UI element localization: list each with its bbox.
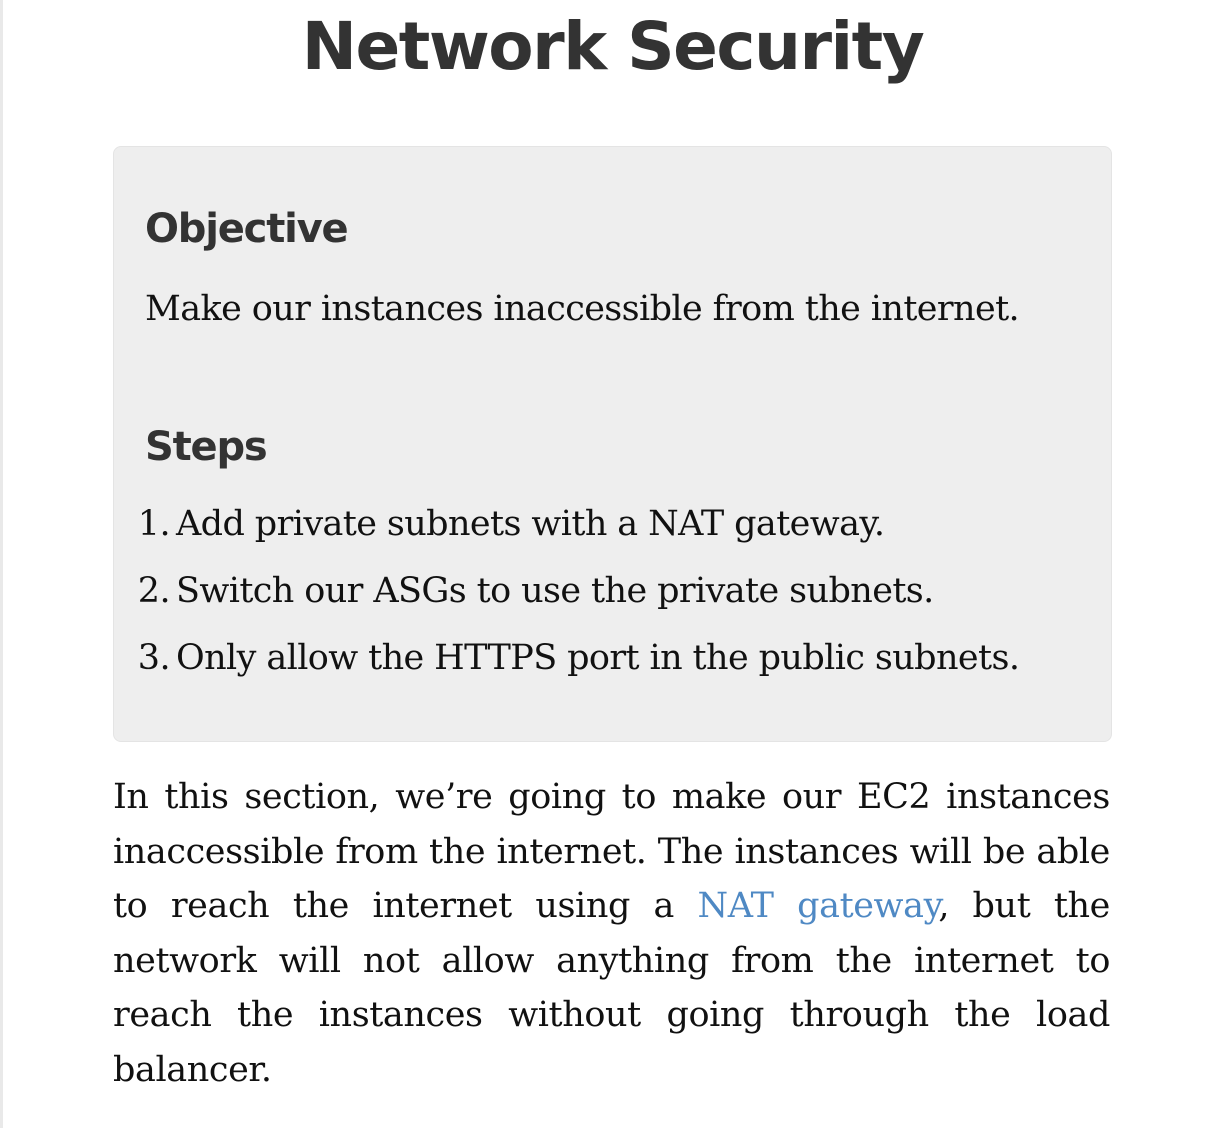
step-item: [114, 569, 1019, 636]
left-margin-strip: [0, 0, 3, 1128]
steps-list: [114, 502, 1019, 703]
step-text: Only allow the HTTPS port in the public subnets.: [176, 638, 1020, 678]
nat-gateway-link[interactable]: NAT gateway: [697, 886, 939, 927]
objective-callout-box: [113, 146, 1112, 742]
step-number: 1.: [137, 504, 170, 544]
step-text: Switch our ASGs to use the private subnets.: [176, 571, 934, 611]
step-text: Add private subnets with a NAT gateway.: [176, 504, 885, 544]
objective-text: Make our instances inaccessible from the internet.: [145, 289, 1020, 329]
page-title: Network Security: [301, 8, 924, 85]
intro-paragraph: [113, 770, 1110, 1098]
paragraph-text-end: , but the network will not allow anything from the internet to reach the instances without going through the load balancer.: [113, 886, 1110, 1090]
paragraph-text-start: In this section, we’re going to make our EC2 instances inaccessible from the internet. The instances will be able to reach the internet using a: [113, 777, 1110, 927]
step-number: 3.: [137, 638, 170, 678]
steps-heading: Steps: [145, 424, 267, 470]
step-number: 2.: [137, 571, 170, 611]
step-item: [114, 636, 1019, 703]
objective-heading: Objective: [145, 206, 348, 252]
document-page: [113, 0, 1112, 1090]
step-item: [114, 502, 1019, 569]
